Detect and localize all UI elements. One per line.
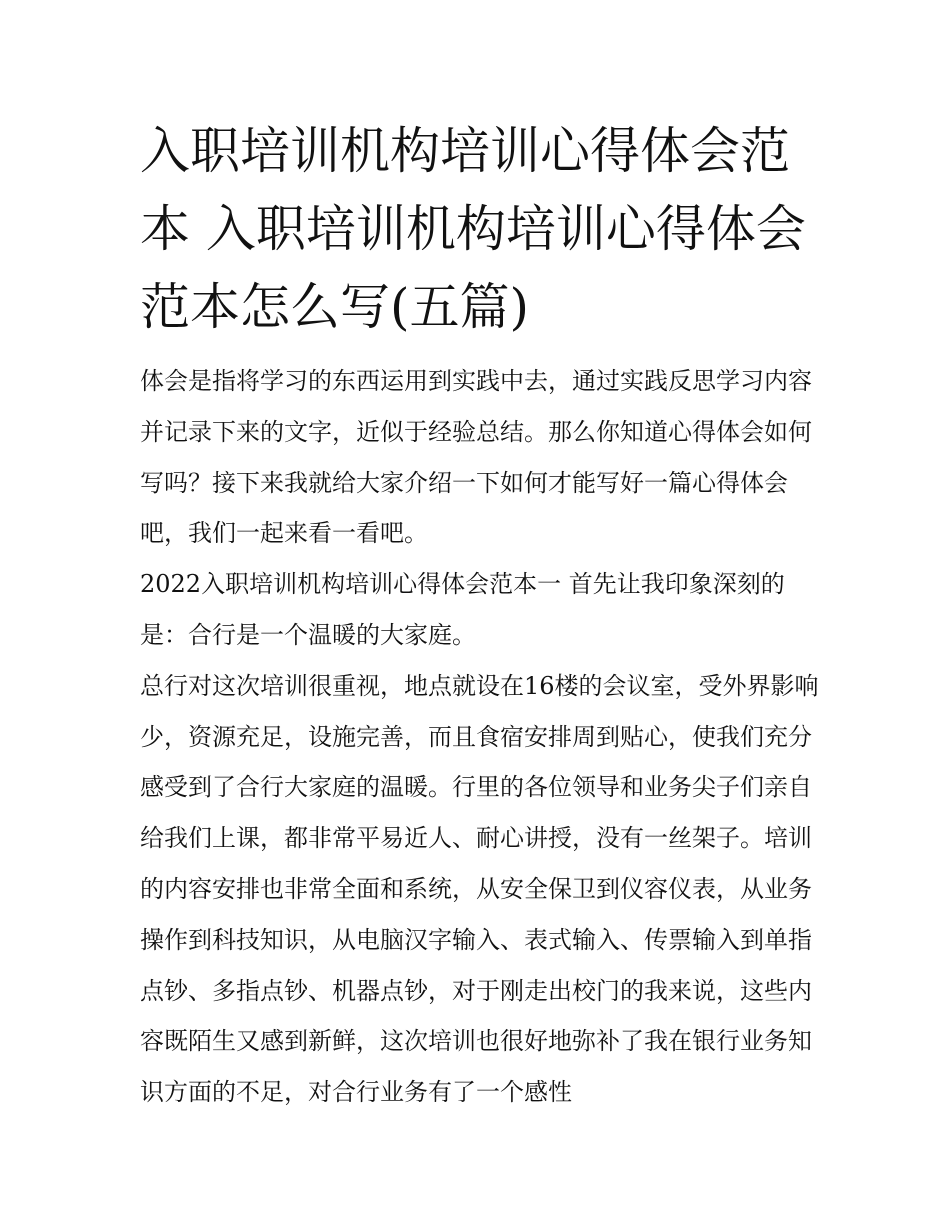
paragraph-intro: 体会是指将学习的东西运用到实践中去，通过实践反思学习内容并记录下来的文字，近似于经验总结。那么你知道心得体会如何写吗？接下来我就给大家介绍一下如何才能写好一篇心得体会吧，我们一起来看一看吧。 bbox=[140, 367, 812, 548]
paragraph-sample-one-heading: 2022入职培训机构培训心得体会范本一 首先让我印象深刻的是：合行是一个温暖的大家庭。 bbox=[140, 570, 785, 649]
paragraph-training-details: 总行对这次培训很重视，地点就设在16楼的会议室，受外界影响少，资源充足，设施完善，而且食宿安排周到贴心，使我们充分感受到了合行大家庭的温暖。行里的各位领导和业务尖子们亲自给我们上课，都非常平易近人、耐心讲授，没有一丝架子。培训的内容安排也非常全面和系统，从安全保卫到仪容仪表，从业务操作到科技知识，从电脑汉字输入、表式输入、传票输入到单指点钞、多指点钞、机器点钞，对于刚走出校门的我来说，这些内容既陌生又感到新鲜，这次培训也很好地弥补了我在银行业务知识方面的不足，对合行业务有了一个感性 bbox=[140, 671, 819, 1107]
document-title: 入职培训机构培训心得体会范本 入职培训机构培训心得体会范本怎么写(五篇) bbox=[140, 122, 806, 336]
document-body bbox=[140, 356, 820, 1118]
